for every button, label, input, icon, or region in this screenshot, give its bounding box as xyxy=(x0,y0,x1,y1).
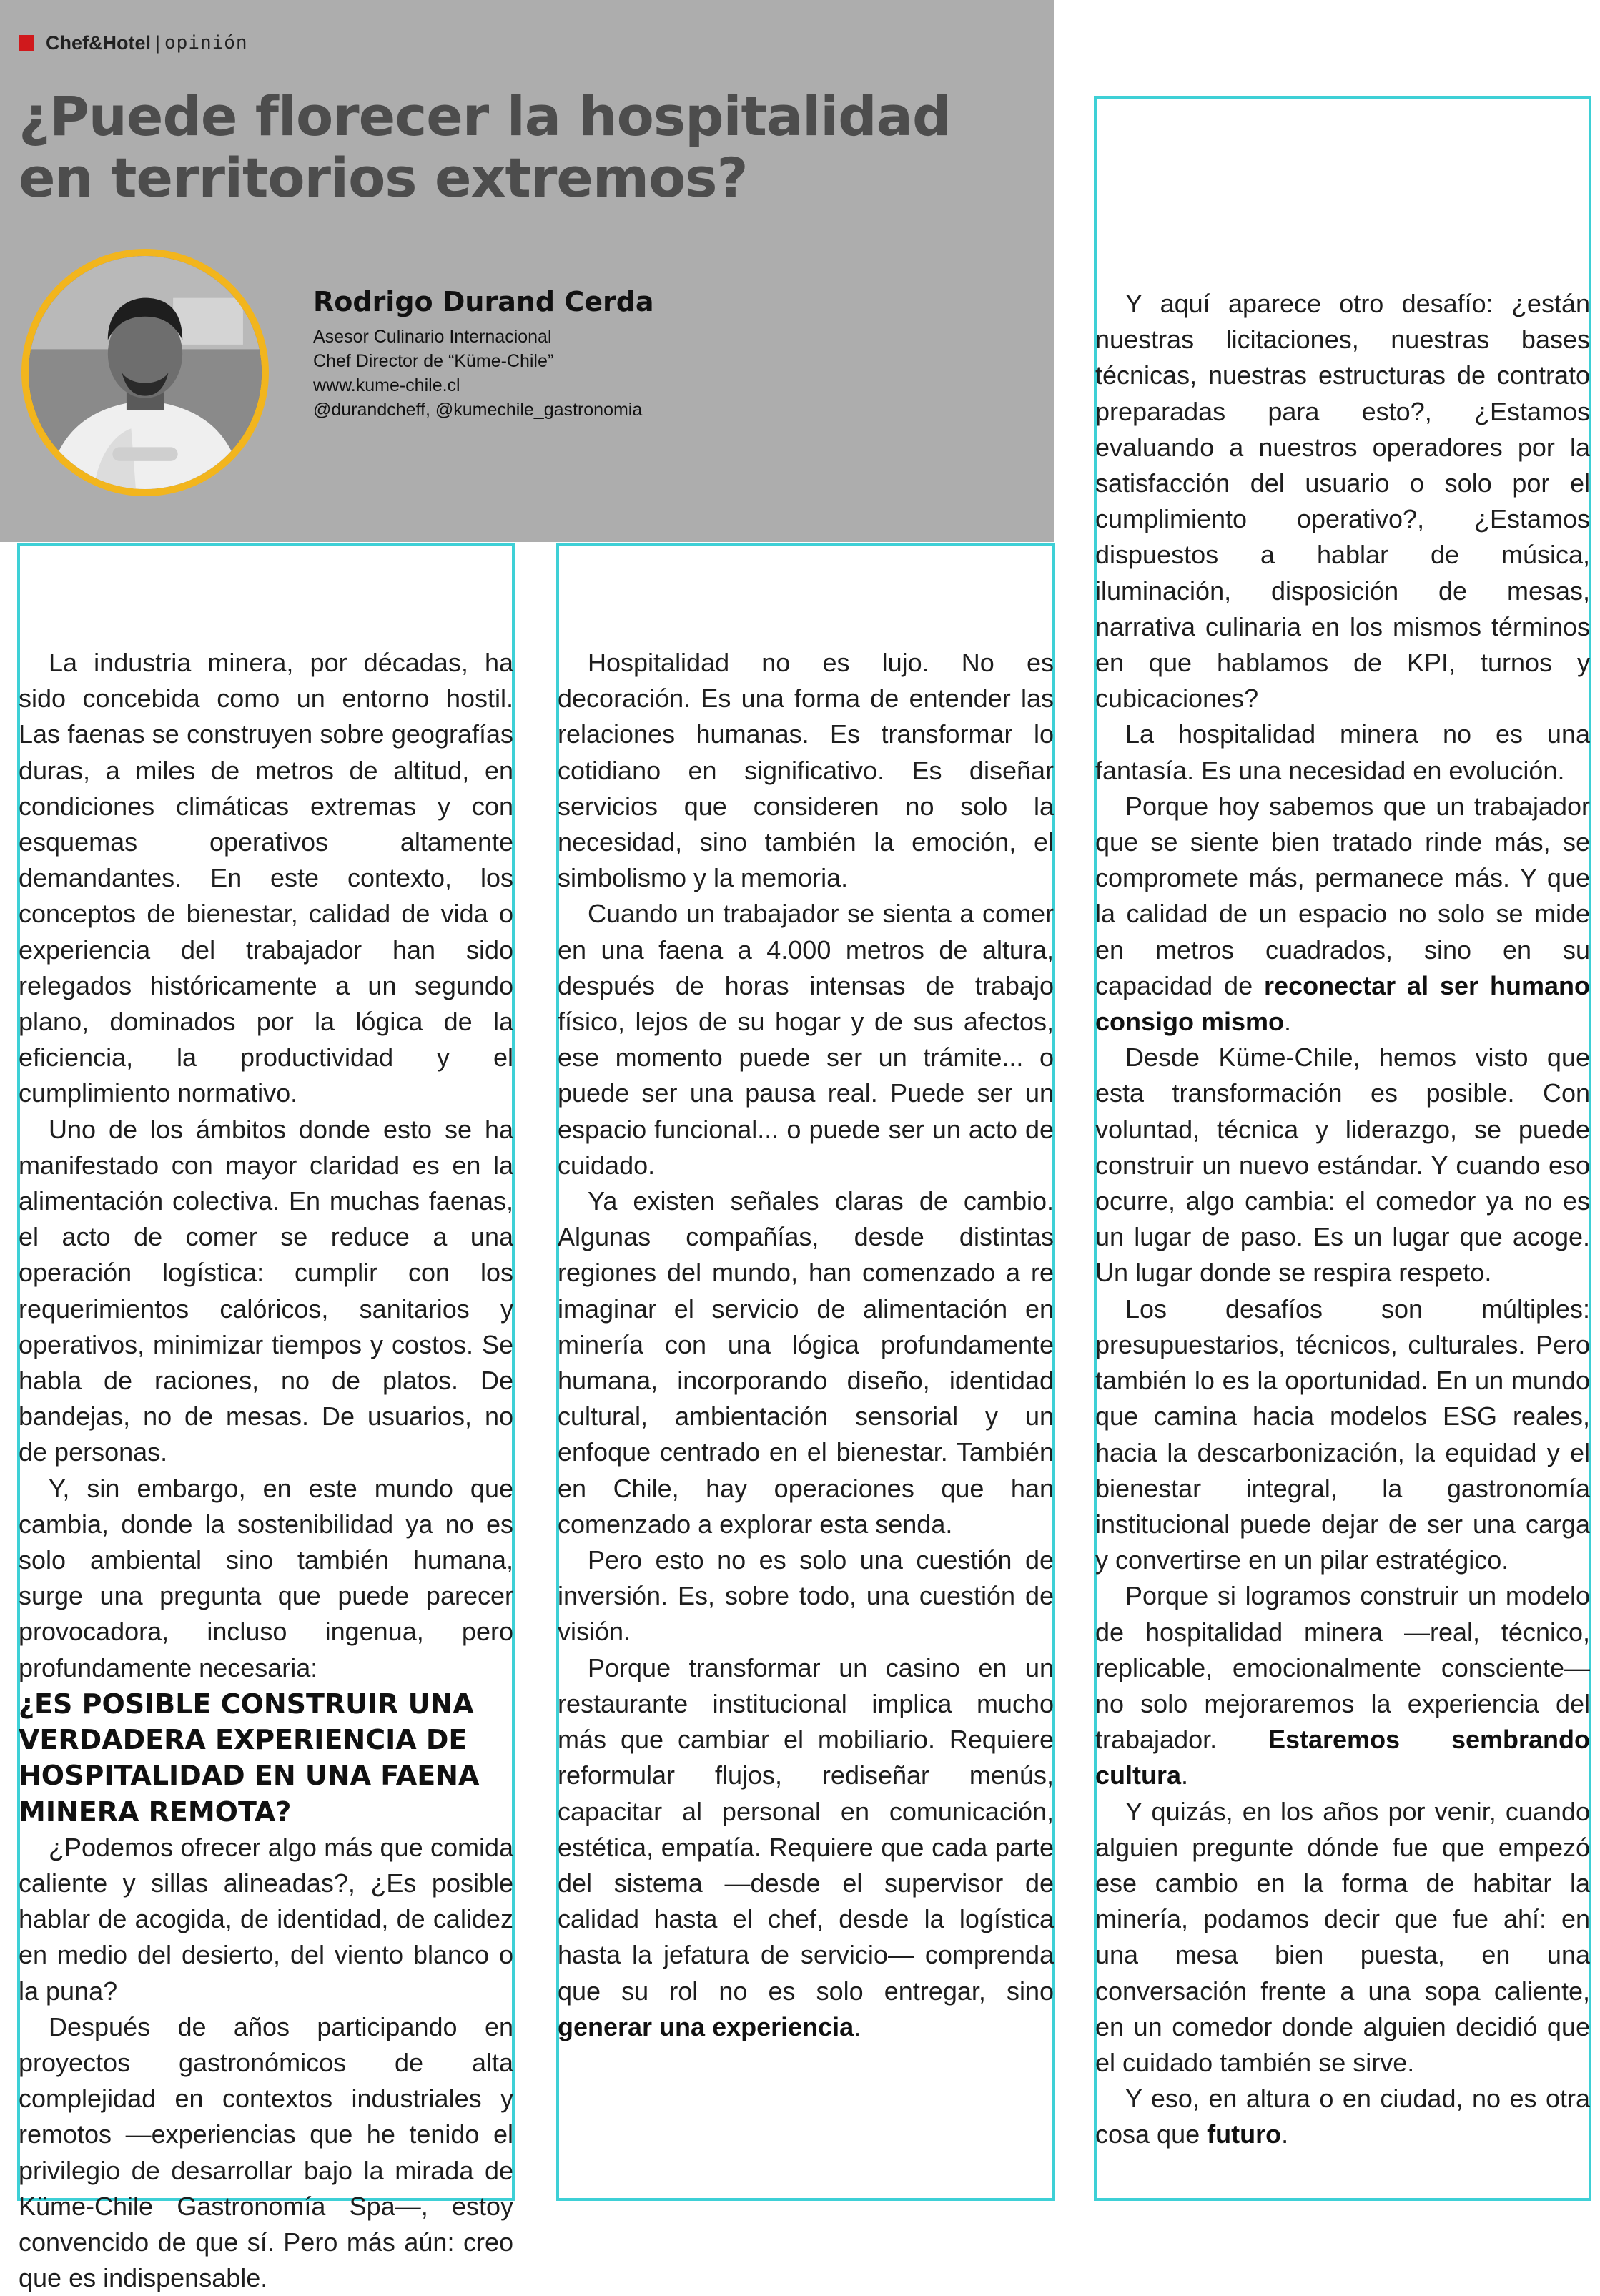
author-role: Asesor Culinario Internacional xyxy=(313,327,552,347)
paragraph-text: Porque hoy sabemos que un trabajador que se siente bien tratado rinde más, se compromete más, permanece más. Y que la calidad de un espacio no solo se mide en metros cuadrados, sino en su capacidad de xyxy=(1095,791,1590,1000)
author-social: @durandcheff, @kumechile_gastronomia xyxy=(313,400,643,420)
paragraph-end: . xyxy=(1281,2119,1289,2149)
paragraph: Y, sin embargo, en este mundo que cambia, donde la sostenibilidad ya no es solo ambiental sino también humana, surge una pregunta que puede parecer provocadora, incluso ingenua, pero profundamente necesaria: xyxy=(19,1473,513,1682)
author-portrait xyxy=(21,249,269,496)
emphasis: Estaremos sembrando cultura xyxy=(1095,1725,1590,1790)
publication-name: Chef&Hotel xyxy=(46,31,151,54)
paragraph: Después de años participando en proyectos gastronómicos de alta complejidad en contextos industriales y remotos —experiencias que he tenido el privilegio de desarrollar bajo la mirada de Küme-Chile Gastronomía Spa—, estoy convencido de que sí. Pero más aún: creo que es indispensable. xyxy=(19,2011,513,2293)
paragraph: Y aquí aparece otro desafío: ¿están nuestras licitaciones, nuestras bases técnicas, nuestras estructuras de contrato preparadas para esto?, ¿Estamos evaluando a nuestros operadores por la satisfacción del usuario o solo por el cumplimiento operativo?, ¿Estamos dispuestos a hablar de música, iluminación, disposición de mesas, narrativa culinaria en los mismos términos en que hablamos de KPI, turnos y cubicaciones? xyxy=(1095,289,1590,714)
paragraph xyxy=(1095,2081,1590,2152)
paragraph: Ya existen señales claras de cambio. Algunas compañías, desde distintas regiones del mundo, han comenzado a re imaginar el servicio de alimentación en minería con una lógica profundamente humana, incorporando diseño, identidad cultural, ambientación sensorial y un enfoque centrado en el bienestar. También en Chile, hay operaciones que han comenzado a explorar esta senda. xyxy=(558,1186,1054,1539)
column-2 xyxy=(558,645,1054,2045)
emphasis: reconectar al ser humano consigo mismo xyxy=(1095,970,1590,1037)
paragraph xyxy=(1095,1578,1590,1793)
red-square-icon xyxy=(19,35,34,51)
paragraph: La hospitalidad minera no es una fantasía. Es una necesidad en evolución. xyxy=(1095,719,1590,785)
author-block xyxy=(313,285,1028,422)
column-3 xyxy=(1095,286,1590,2153)
paragraph: Y quizás, en los años por venir, cuando alguien pregunte dónde fue que empezó ese cambio en la forma de habitar la minería, podamos decir que fue ahí: en una mesa bien puesta, en una conversación frente a una sopa caliente, en un comedor donde alguien decidió que el cuidado también se sirve. xyxy=(1095,1796,1590,2077)
paragraph: Hospitalidad no es lujo. No es decoración. Es una forma de entender las relaciones humanas. Es transformar lo cotidiano en significativo. Es diseñar servicios que consideren no solo la necesidad, sino también la emoción, el simbolismo y la memoria. xyxy=(558,648,1054,893)
paragraph-text: Porque transformar un casino en un restaurante institucional implica mucho más que cambiar el mobiliario. Requiere reformular flujos, rediseñar menús, capacitar al personal en comunicación, estética, empatía. Requiere que cada parte del sistema —desde el supervisor de calidad hasta el chef, desde la logística hasta la jefatura de servicio— comprenda que su rol no es solo entregar, sino xyxy=(558,1652,1054,2006)
paragraph: Pero esto no es solo una cuestión de inversión. Es, sobre todo, una cuestión de visión. xyxy=(558,1545,1054,1647)
paragraph xyxy=(1095,789,1590,1040)
paragraph-text: Porque si logramos construir un modelo de hospitalidad minera —real, técnico, replicable, emocionalmente consciente— no solo mejoraremos la experiencia del trabajador. xyxy=(1095,1581,1590,1755)
section-name: opinión xyxy=(164,32,248,54)
paragraph: Uno de los ámbitos donde esto se ha manifestado con mayor claridad es en la alimentación colectiva. En muchas faenas, el acto de comer se reduce a una operación logística: cumplir con los requerimientos calóricos, sanitarios y operativos, minimizar tiempos y costos. Se habla de raciones, no de platos. De bandejas, no de mesas. De usuarios, no de personas. xyxy=(19,1114,513,1467)
paragraph-end: . xyxy=(1181,1760,1189,1790)
paragraph-end: . xyxy=(854,2011,861,2041)
paragraph: La industria minera, por décadas, ha sido concebida como un entorno hostil. Las faenas se construyen sobre geografías duras, a miles de metros de altitud, en condiciones climáticas extremas y con esquemas operativos altamente demandantes. En este contexto, los conceptos de bienestar, calidad de vida o experiencia del trabajador han sido relegados históricamente a un segundo plano, dominados por la lógica de la eficiencia, la productividad y el cumplimiento normativo. xyxy=(19,648,513,1108)
pull-question: ¿ES POSIBLE CONSTRUIR UNA VERDADERA EXPERIENCIA DE HOSPITALIDAD EN UNA FAENA MINERA REMOTA? xyxy=(19,1687,480,1828)
paragraph: Desde Küme-Chile, hemos visto que esta transformación es posible. Con voluntad, técnica y liderazgo, se puede construir un nuevo estándar. Y cuando eso ocurre, algo cambia: el comedor ya no es un lugar de paso. Es un lugar que acoge. Un lugar donde se respira respeto. xyxy=(1095,1043,1590,1288)
section-tag xyxy=(19,31,248,54)
author-name: Rodrigo Durand Cerda xyxy=(313,286,654,317)
article-headline: ¿Puede florecer la hospitalidad en territorios extremos? xyxy=(19,84,951,210)
column-1 xyxy=(19,645,513,2296)
paragraph xyxy=(558,1650,1054,2045)
paragraph: Cuando un trabajador se sienta a comer en una faena a 4.000 metros de altura, después de horas intensas de trabajo físico, lejos de su hogar y de sus afectos, ese momento puede ser un trámite... o puede ser una pausa real. Puede ser un espacio funcional... o puede ser un acto de cuidado. xyxy=(558,899,1054,1180)
paragraph-end: . xyxy=(1284,1007,1292,1037)
paragraph: Los desafíos son múltiples: presupuestarios, técnicos, culturales. Pero también lo es la oportunidad. En un mundo que camina hacia modelos ESG reales, hacia la descarbonización, la equidad y el bienestar integral, la gastronomía institucional puede dejar de ser una carga y convertirse en un pilar estratégico. xyxy=(1095,1294,1590,1575)
author-website: www.kume-chile.cl xyxy=(313,375,460,395)
paragraph-text: Y eso, en altura o en ciudad, no es otra cosa que xyxy=(1095,2084,1590,2149)
author-position: Chef Director de “Küme-Chile” xyxy=(313,351,554,371)
tag-separator: | xyxy=(155,31,161,54)
paragraph: ¿Podemos ofrecer algo más que comida caliente y sillas alineadas?, ¿Es posible hablar de acogida, de identidad, de calidez en medio del desierto, del viento blanco o la puna? xyxy=(19,1832,513,2006)
emphasis: generar una experiencia xyxy=(558,2011,854,2041)
emphasis: futuro xyxy=(1207,2119,1282,2149)
